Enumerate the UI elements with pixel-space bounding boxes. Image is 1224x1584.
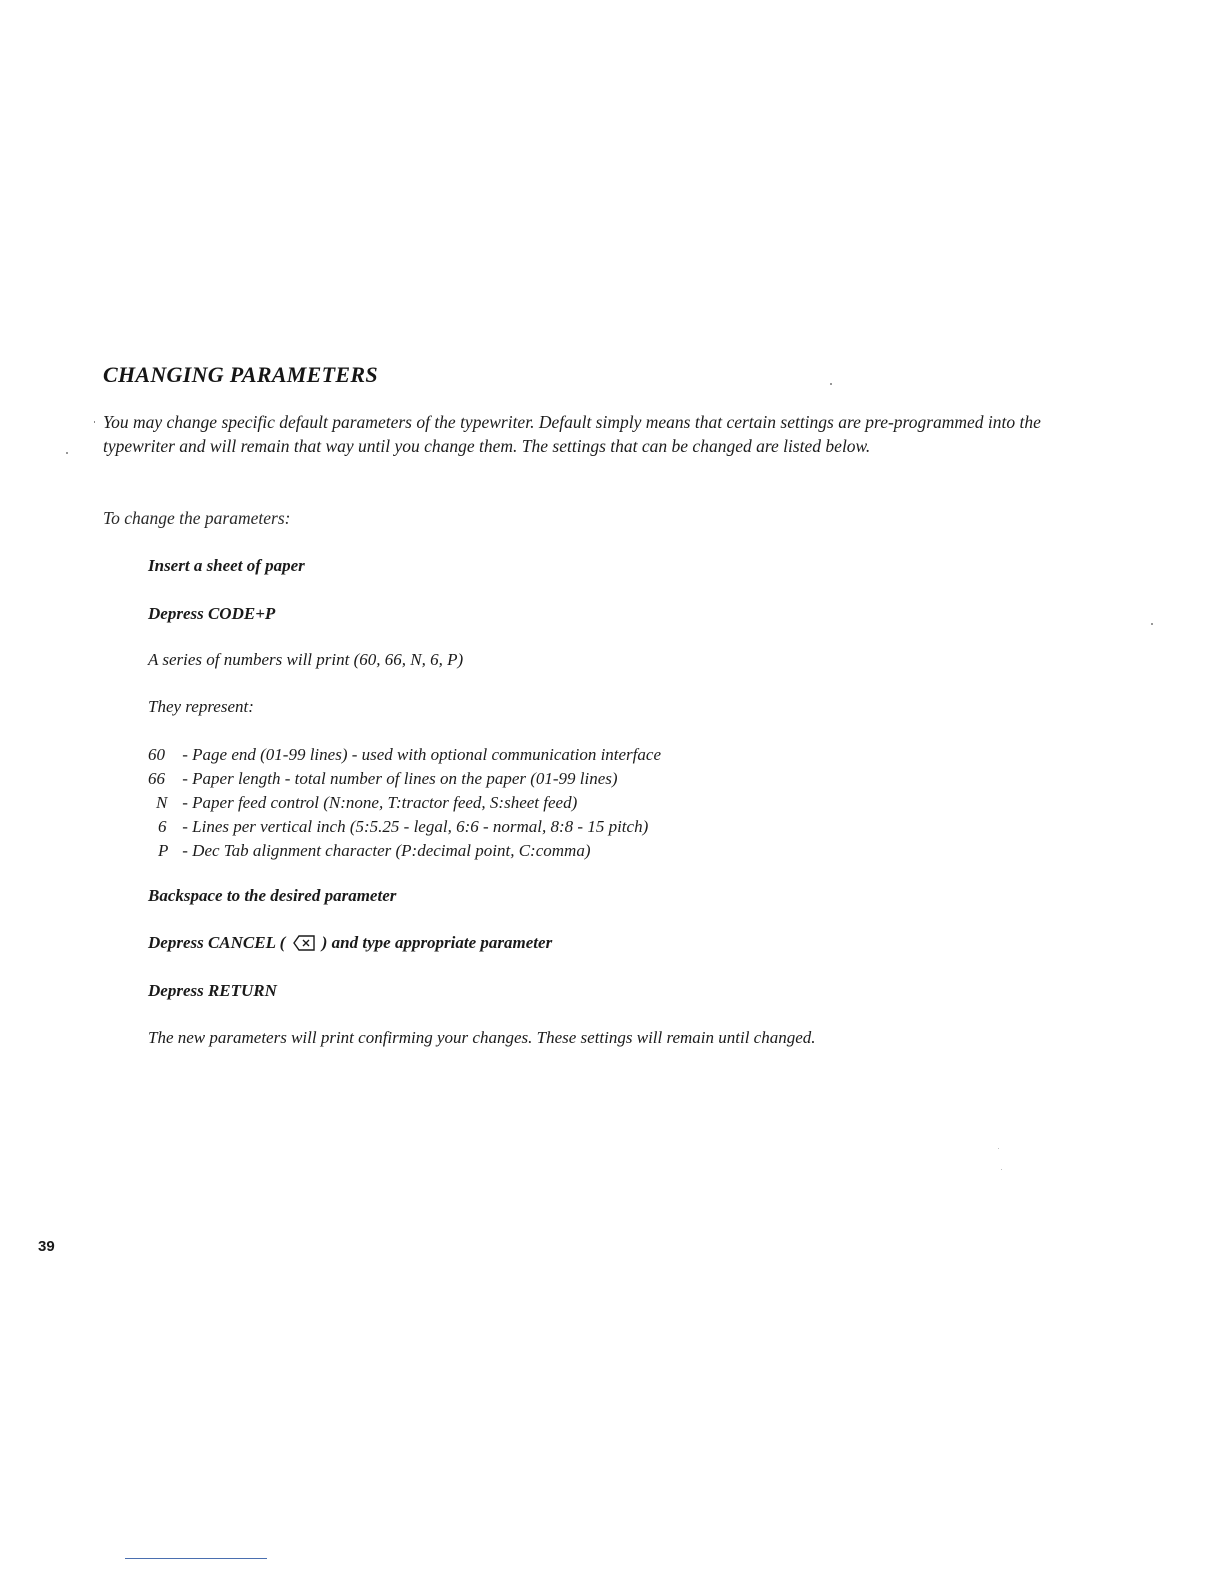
parameter-item <box>148 743 661 767</box>
step-series-print: A series of numbers will print (60, 66, N, 6, P) <box>148 650 464 669</box>
scan-speck <box>1001 1169 1002 1170</box>
intro-paragraph: You may change specific default parameters of the typewriter. Default simply means that certain settings are pre-programmed into the typewriter and will remain that way until you change them. The settings that can be changed are listed below. <box>103 412 1041 456</box>
parameter-item <box>148 767 661 791</box>
footer-rule <box>125 1558 267 1559</box>
parameter-item <box>148 791 661 815</box>
cancel-key-icon <box>293 935 315 956</box>
step-depress-return: Depress RETURN <box>148 981 277 1000</box>
parameter-key: 6 <box>158 817 167 836</box>
parameter-item <box>148 839 661 863</box>
page-title: CHANGING PARAMETERS <box>103 362 378 387</box>
step-insert-paper: Insert a sheet of paper <box>148 556 305 575</box>
parameter-key: 66 <box>148 769 165 788</box>
parameter-key: 60 <box>148 745 165 764</box>
parameter-description: - Dec Tab alignment character (P:decimal point, C:comma) <box>182 841 591 860</box>
parameter-description: - Paper length - total number of lines on the paper (01-99 lines) <box>182 769 618 788</box>
step-backspace: Backspace to the desired parameter <box>148 886 397 905</box>
parameter-description: - Lines per vertical inch (5:5.25 - legal, 6:6 - normal, 8:8 - 15 pitch) <box>182 817 649 836</box>
instructions-lead: To change the parameters: <box>103 508 291 528</box>
parameter-key: P <box>158 841 169 860</box>
scan-speck <box>830 383 832 385</box>
step-confirm: The new parameters will print confirming your changes. These settings will remain until changed. <box>148 1028 816 1047</box>
page-number: 39 <box>38 1238 55 1255</box>
parameter-list <box>148 743 661 863</box>
parameter-description: - Page end (01-99 lines) - used with optional communication interface <box>182 745 661 764</box>
cancel-text-after: ) and type appropriate parameter <box>321 933 553 952</box>
scan-speck <box>998 1148 999 1149</box>
parameter-description: - Paper feed control (N:none, T:tractor feed, S:sheet feed) <box>182 793 578 812</box>
step-depress-code-p: Depress CODE+P <box>148 604 276 623</box>
step-depress-cancel <box>148 933 552 956</box>
parameter-item <box>148 815 661 839</box>
step-represent: They represent: <box>148 697 254 716</box>
scan-speck <box>66 452 68 454</box>
cancel-text-before: Depress CANCEL ( <box>148 933 286 952</box>
scan-speck <box>94 421 95 423</box>
scan-speck <box>1151 623 1153 625</box>
parameter-key: N <box>156 793 168 812</box>
